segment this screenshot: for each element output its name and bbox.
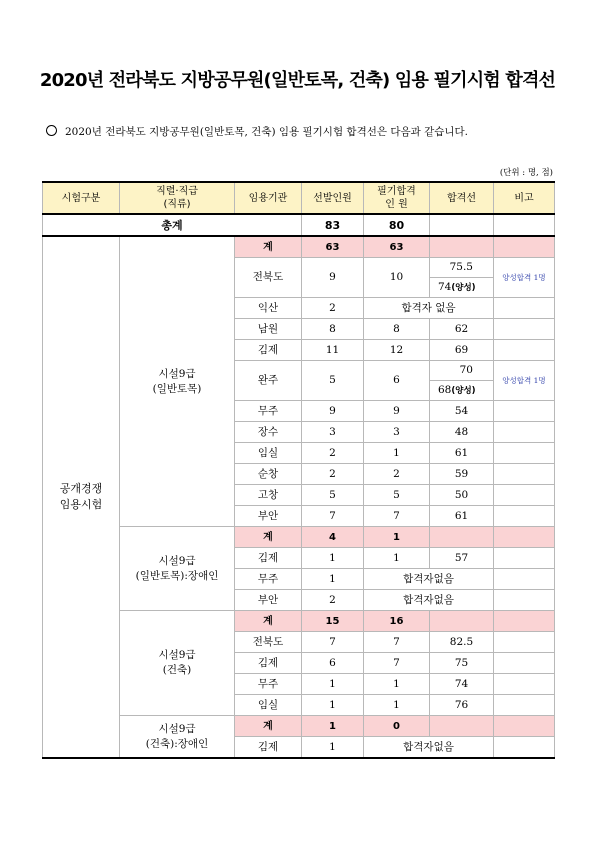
exam-type-cell: 공개경쟁 임용시험 (43, 236, 120, 758)
subtotal-passed: 0 (364, 716, 430, 737)
agency-cell: 전북도 (235, 258, 302, 298)
position-group-cell: 시설9급 (일반토목):장애인 (120, 527, 235, 611)
gender-balance-tag: (양성) (451, 283, 476, 293)
remark-cell (494, 401, 555, 422)
passed-cell: 3 (364, 422, 430, 443)
header-cutoff: 합격선 (430, 182, 494, 214)
passed-cell: 2 (364, 464, 430, 485)
selected-cell: 7 (302, 632, 364, 653)
remark-cell (494, 464, 555, 485)
selected-cell: 1 (302, 674, 364, 695)
remark-cell (494, 485, 555, 506)
cutoff-cell: 48 (430, 422, 494, 443)
intro-paragraph (46, 124, 468, 139)
position-group-cell: 시설9급 (건축) (120, 611, 235, 716)
no-pass-cell: 합격자없음 (364, 590, 494, 611)
remark-cell (494, 590, 555, 611)
subtotal-row (43, 716, 555, 737)
selected-cell: 1 (302, 695, 364, 716)
remark-cell (494, 506, 555, 527)
agency-cell: 부안 (235, 506, 302, 527)
passed-cell: 5 (364, 485, 430, 506)
header-exam-type: 시험구분 (43, 182, 120, 214)
agency-cell: 익산 (235, 298, 302, 319)
selected-cell: 5 (302, 361, 364, 401)
subtotal-passed: 16 (364, 611, 430, 632)
agency-cell: 김제 (235, 653, 302, 674)
cutoff-cell: 50 (430, 485, 494, 506)
remark-cell: 양성합격 1명 (494, 361, 555, 401)
cutoff-cell: 82.5 (430, 632, 494, 653)
selected-cell: 1 (302, 548, 364, 569)
cutoff-general: 75.5 (430, 258, 493, 278)
subtotal-label: 계 (235, 527, 302, 548)
agency-cell: 장수 (235, 422, 302, 443)
subtotal-row (43, 527, 555, 548)
cutoff-cell: 62 (430, 319, 494, 340)
remark-cell (494, 674, 555, 695)
passed-cell: 9 (364, 401, 430, 422)
header-position: 직렬·직급 (직류) (120, 182, 235, 214)
position-group-cell: 시설9급 (건축):장애인 (120, 716, 235, 759)
total-row (43, 214, 555, 236)
total-selected: 83 (302, 214, 364, 236)
cutoff-general: 70 (430, 361, 493, 381)
passed-cell: 6 (364, 361, 430, 401)
remark-cell (494, 653, 555, 674)
cutoff-cell (430, 258, 494, 298)
cutoff-cell (430, 361, 494, 401)
agency-cell: 부안 (235, 590, 302, 611)
passed-cell: 7 (364, 632, 430, 653)
subtotal-passed: 63 (364, 236, 430, 258)
table-header-row (43, 182, 555, 214)
intro-text: 2020년 전라북도 지방공무원(일반토목, 건축) 임용 필기시험 합격선은 다음과 같습니다. (65, 126, 469, 138)
subtotal-passed: 1 (364, 527, 430, 548)
agency-cell: 무주 (235, 569, 302, 590)
subtotal-label: 계 (235, 236, 302, 258)
passed-cell: 12 (364, 340, 430, 361)
selected-cell: 9 (302, 258, 364, 298)
agency-cell: 무주 (235, 401, 302, 422)
selected-cell: 6 (302, 653, 364, 674)
subtotal-row (43, 611, 555, 632)
passed-cell: 1 (364, 674, 430, 695)
subtotal-label: 계 (235, 611, 302, 632)
passed-cell: 1 (364, 443, 430, 464)
header-passed: 필기합격 인 원 (364, 182, 430, 214)
agency-cell: 김제 (235, 737, 302, 759)
passed-cell: 7 (364, 653, 430, 674)
unit-note: (단위 : 명, 점) (499, 168, 553, 178)
page-title: 2020년 전라북도 지방공무원(일반토목, 건축) 임용 필기시험 합격선 (39, 70, 556, 91)
cutoff-cell: 76 (430, 695, 494, 716)
selected-cell: 2 (302, 298, 364, 319)
cutoff-cell: 57 (430, 548, 494, 569)
agency-cell: 김제 (235, 548, 302, 569)
agency-cell: 무주 (235, 674, 302, 695)
remark-cell (494, 569, 555, 590)
subtotal-selected: 63 (302, 236, 364, 258)
position-group-cell: 시설9급 (일반토목) (120, 236, 235, 527)
cutoff-table (42, 181, 555, 759)
selected-cell: 1 (302, 569, 364, 590)
cutoff-cell: 74 (430, 674, 494, 695)
agency-cell: 김제 (235, 340, 302, 361)
remark-cell (494, 443, 555, 464)
subtotal-label: 계 (235, 716, 302, 737)
selected-cell: 5 (302, 485, 364, 506)
selected-cell: 1 (302, 737, 364, 759)
remark-cell: 양성합격 1명 (494, 258, 555, 298)
total-passed: 80 (364, 214, 430, 236)
cutoff-cell: 69 (430, 340, 494, 361)
no-pass-cell: 합격자 없음 (364, 298, 494, 319)
total-label: 총계 (43, 214, 302, 236)
remark-cell (494, 319, 555, 340)
remark-cell (494, 737, 555, 759)
passed-cell: 8 (364, 319, 430, 340)
remark-cell (494, 632, 555, 653)
cutoff-gender-balance: 68(양성) (438, 384, 476, 396)
selected-cell: 11 (302, 340, 364, 361)
agency-cell: 고창 (235, 485, 302, 506)
circle-bullet-icon (46, 125, 57, 136)
passed-cell: 10 (364, 258, 430, 298)
passed-cell: 7 (364, 506, 430, 527)
remark-cell (494, 340, 555, 361)
no-pass-cell: 합격자없음 (364, 737, 494, 759)
selected-cell: 8 (302, 319, 364, 340)
selected-cell: 9 (302, 401, 364, 422)
selected-cell: 2 (302, 443, 364, 464)
cutoff-cell: 61 (430, 443, 494, 464)
header-agency: 임용기관 (235, 182, 302, 214)
agency-cell: 남원 (235, 319, 302, 340)
remark-cell (494, 422, 555, 443)
selected-cell: 2 (302, 590, 364, 611)
subtotal-selected: 15 (302, 611, 364, 632)
passed-cell: 1 (364, 548, 430, 569)
header-selected: 선발인원 (302, 182, 364, 214)
gender-balance-tag: (양성) (451, 386, 476, 396)
remark-cell (494, 298, 555, 319)
agency-cell: 순창 (235, 464, 302, 485)
subtotal-selected: 4 (302, 527, 364, 548)
agency-cell: 전북도 (235, 632, 302, 653)
selected-cell: 2 (302, 464, 364, 485)
cutoff-gender-balance: 74(양성) (438, 281, 476, 293)
passed-cell: 1 (364, 695, 430, 716)
cutoff-cell: 59 (430, 464, 494, 485)
header-remarks: 비고 (494, 182, 555, 214)
remark-cell (494, 695, 555, 716)
cutoff-cell: 54 (430, 401, 494, 422)
selected-cell: 3 (302, 422, 364, 443)
subtotal-row (43, 236, 555, 258)
cutoff-cell: 75 (430, 653, 494, 674)
cutoff-cell: 61 (430, 506, 494, 527)
agency-cell: 임실 (235, 443, 302, 464)
agency-cell: 완주 (235, 361, 302, 401)
agency-cell: 임실 (235, 695, 302, 716)
remark-cell (494, 548, 555, 569)
subtotal-selected: 1 (302, 716, 364, 737)
selected-cell: 7 (302, 506, 364, 527)
no-pass-cell: 합격자없음 (364, 569, 494, 590)
